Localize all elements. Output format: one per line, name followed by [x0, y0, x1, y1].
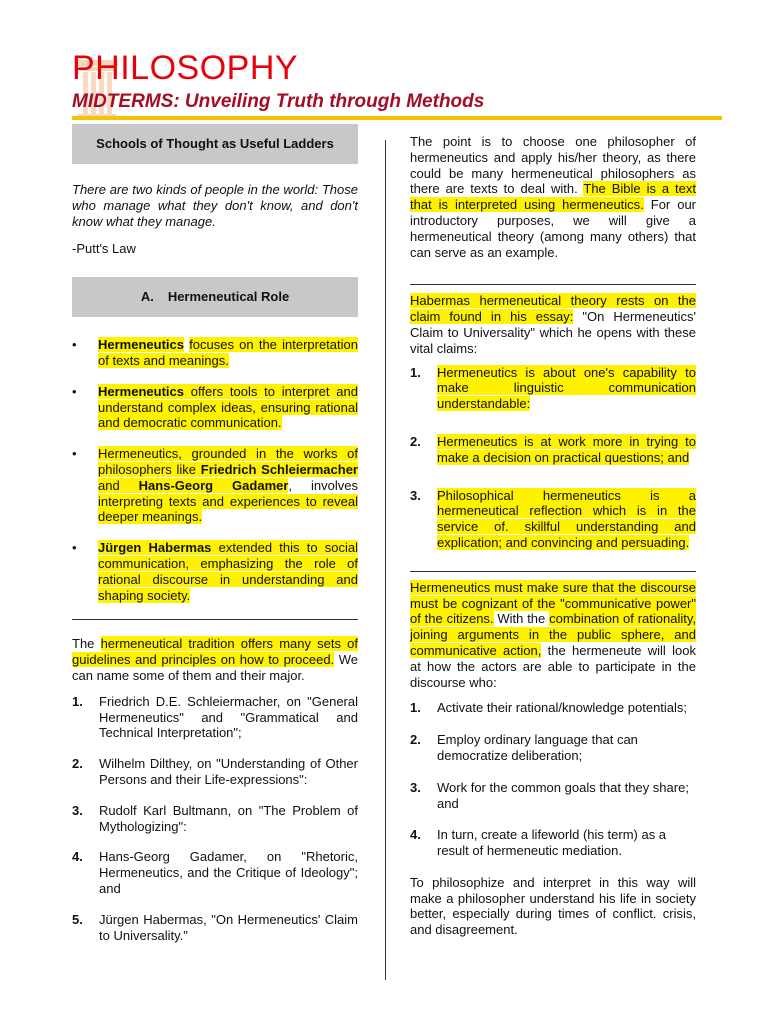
- list-text: Work for the common goals that they share; and: [437, 779, 689, 811]
- bold-term: Hans-Georg Gadamer: [138, 477, 289, 493]
- paragraph-text: With the: [493, 611, 550, 627]
- page-title: PHILOSOPHY: [72, 49, 299, 87]
- list-item: [72, 384, 358, 431]
- bullet-text: offers tools to interpret and understand complex ideas, ensuring rational and democratic communication.: [98, 383, 358, 431]
- list-text: In turn, create a lifeworld (his term) as a result of hermeneutic mediation.: [437, 827, 667, 859]
- list-item: [72, 912, 358, 944]
- list-text: Activate their rational/knowledge potentials;: [437, 700, 688, 716]
- highlighted-text: The Bible is a text that is interpreted using hermeneutics.: [410, 181, 696, 213]
- section-rule: [410, 571, 696, 572]
- bold-term: Jürgen Habermas: [98, 540, 212, 556]
- paragraph-text: The: [72, 636, 101, 652]
- list-item: [410, 434, 696, 466]
- list-text: Philosophical hermeneutics is a hermeneutical reflection which is in the service of. skillful understanding and explication; and convincing and persuading.: [437, 487, 696, 550]
- list-text: Rudolf Karl Bultmann, on "The Problem of Mythologizing":: [99, 802, 358, 834]
- list-text: Wilhelm Dilthey, on "Understanding of Other Persons and their Life-expressions":: [99, 756, 358, 787]
- list-item: [72, 694, 358, 741]
- title-block: [72, 48, 722, 114]
- list-item: [410, 488, 696, 551]
- discourse-paragraph: [410, 580, 696, 691]
- list-item: [72, 337, 358, 369]
- list-number: 5.: [72, 911, 83, 927]
- closing-paragraph: To philosophize and interpret in this way will make a philosopher understand his life in society better, especially during times of conflict. crisis, and disagreement.: [410, 874, 696, 938]
- column-divider: [385, 140, 386, 980]
- page-subtitle: MIDTERMS: Unveiling Truth through Methods: [72, 91, 485, 112]
- list-item: [72, 446, 358, 525]
- paragraph-text: "On Hermeneutics' Claim to Universality" which he opens with these vital claims:: [410, 309, 697, 356]
- bullet-text: and: [98, 477, 139, 493]
- right-column: [410, 134, 696, 938]
- list-text: Hermeneutics is about one's capability to make linguistic communication understandable:: [437, 364, 696, 412]
- list-item: [72, 540, 358, 603]
- list-item: [410, 700, 696, 716]
- list-item: [410, 365, 696, 412]
- list-number: 1.: [72, 693, 83, 709]
- list-text: Jürgen Habermas, "On Hermeneutics' Claim to Universality.": [99, 911, 358, 943]
- list-number: 4.: [410, 827, 421, 843]
- list-item: [410, 827, 696, 859]
- list-text: Friedrich D.E. Schleiermacher, on "General Hermeneutics" and "Grammatical and Technical Interpretation";: [99, 693, 358, 741]
- bold-term: Hermeneutics: [98, 337, 184, 353]
- list-item: [72, 756, 358, 788]
- habermas-paragraph: [410, 293, 696, 356]
- section-box-schools: [72, 124, 358, 164]
- list-text: Employ ordinary language that can democratize deliberation;: [437, 732, 638, 763]
- list-number: 2.: [410, 433, 421, 449]
- list-number: 2.: [410, 732, 421, 748]
- bullet-text: , involves: [288, 477, 358, 493]
- section-rule: [72, 619, 358, 620]
- philosopher-list: [72, 694, 358, 944]
- paragraph-text: For our introductory purposes, we will give a hermeneutical theory (among many others) that can serve as an example.: [410, 197, 697, 260]
- claims-list: [410, 365, 696, 551]
- list-number: 3.: [410, 487, 421, 503]
- list-number: 4.: [72, 849, 83, 865]
- section-rule: [410, 284, 696, 285]
- left-column: [72, 124, 358, 958]
- highlighted-text: hermeneutical tradition offers many sets of guidelines and principles on how to proceed.: [72, 636, 358, 668]
- intro-paragraph: [410, 134, 696, 260]
- paragraph-text: The point is to choose one philosopher of hermeneutics and apply his/her theory, as there could be many hermeneutical philosophers as there are texts to deal with.: [410, 134, 696, 197]
- list-text: Hermeneutics is at work more in trying to make a decision on practical questions; and: [437, 433, 696, 465]
- bullet-text: interpreting texts and experiences to reveal deeper meanings.: [98, 493, 358, 525]
- list-number: 3.: [72, 802, 83, 818]
- list-number: 3.: [410, 779, 421, 795]
- bold-term: Hermeneutics: [98, 383, 184, 399]
- list-number: 1.: [410, 364, 421, 380]
- quote-author: -Putt's Law: [72, 241, 136, 257]
- quote-text: There are two kinds of people in the world: Those who manage what they don't know, and don't know what they manage.: [72, 182, 358, 229]
- paragraph-text: the hermeneute will look at how the actors are able to participate in the discourse who:: [410, 642, 696, 690]
- paragraph-text: We can name some of them and their major.: [72, 652, 358, 683]
- list-item: [410, 780, 696, 812]
- section-box-hermeneutical-role: [72, 277, 358, 317]
- section-letter: A.: [140, 289, 154, 305]
- list-item: [72, 849, 358, 896]
- highlighted-text: Habermas hermeneutical theory rests on the claim found in his essay:: [410, 293, 696, 325]
- highlighted-text: combination of rationality, joining arguments in the public sphere, and communicative action,: [410, 611, 696, 658]
- list-item: [72, 803, 358, 835]
- actions-list: [410, 700, 696, 859]
- section-heading: Hermeneutical Role: [167, 289, 290, 305]
- list-number: 1.: [410, 700, 421, 716]
- header-rule: [72, 116, 722, 120]
- bullet-text: Hermeneutics, grounded in the works of philosophers like: [98, 446, 358, 477]
- bullet-text: extended this to social communication, emphasizing the role of rational discourse in understanding and shaping society.: [98, 540, 358, 603]
- list-text: Hans-Georg Gadamer, on "Rhetoric, Hermeneutics, and the Critique of Ideology"; and: [99, 849, 358, 896]
- tradition-paragraph: [72, 636, 358, 683]
- bold-term: Friedrich Schleiermacher: [200, 461, 358, 477]
- section-box-schools-label: Schools of Thought as Useful Ladders: [96, 136, 334, 152]
- role-bullet-list: [72, 337, 358, 603]
- list-item: [410, 732, 696, 764]
- list-number: 2.: [72, 756, 83, 772]
- highlighted-text: Hermeneutics must make sure that the discourse must be cognizant of the "communicative power" of the citizens.: [410, 579, 696, 627]
- bullet-text: focuses on the interpretation of texts and meanings.: [98, 337, 358, 368]
